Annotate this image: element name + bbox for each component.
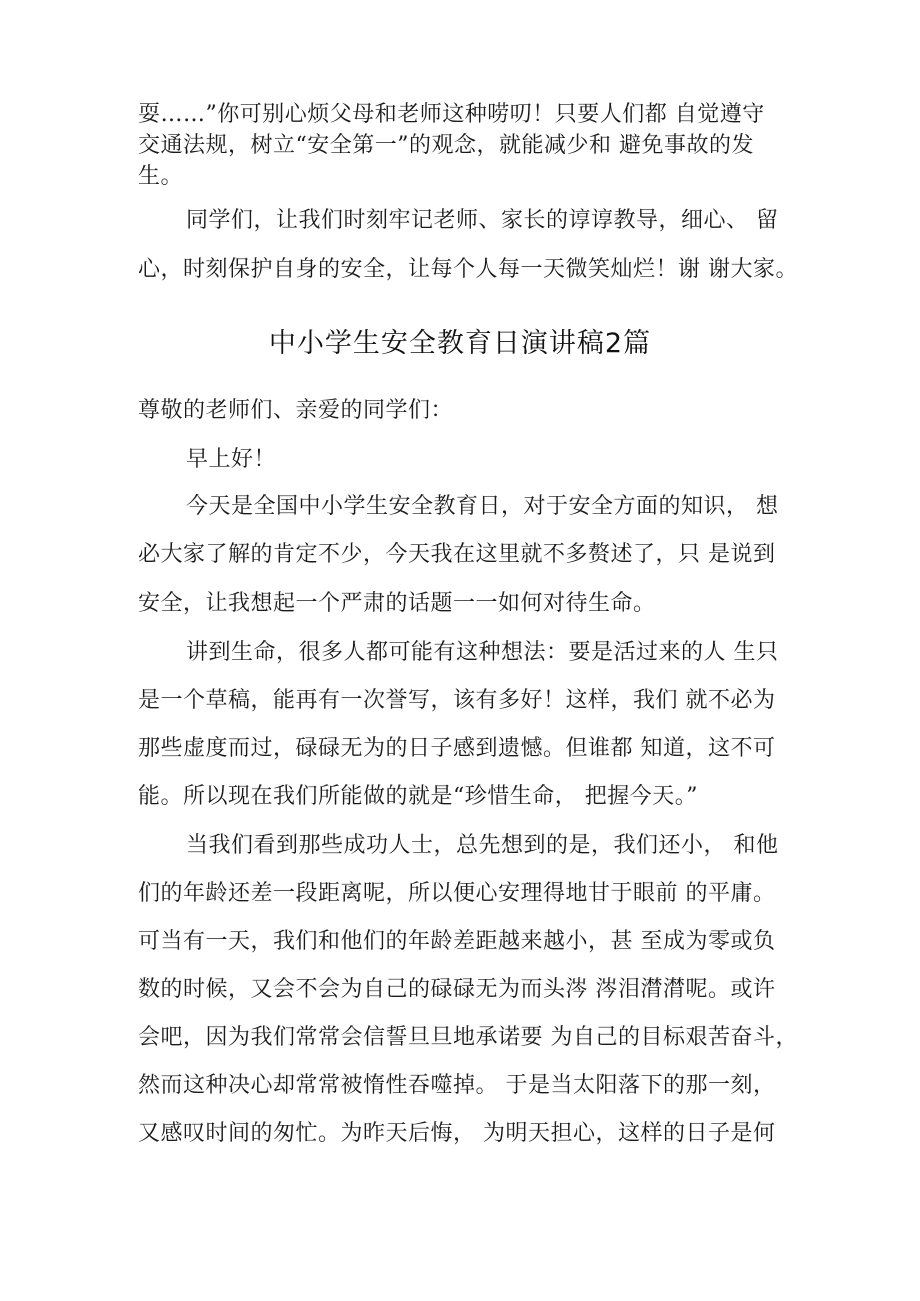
closing-paragraph-line-2: 心，时刻保护自身的安全，让每个人每一天微笑灿烂！谢 谢大家。: [138, 257, 798, 282]
prev-paragraph-line-2: 交通法规，树立“安全第一”的观念，就能减少和 避免事故的发: [138, 133, 754, 158]
section-title: 中小学生安全教育日演讲稿2篇: [268, 328, 652, 359]
greeting: 早上好！: [186, 447, 277, 472]
speech-paragraph-2-line-2: 是一个草稿，能再有一次誉写，该有多好！这样，我们 就不必为: [138, 688, 776, 713]
speech-paragraph-3-line-2: 们的年龄还差一段距离呢，所以便心安理得地甘于眼前 的平庸。: [138, 881, 776, 906]
speech-paragraph-3-line-3: 可当有一天，我们和他们的年龄差距越来越小，甚 至成为零或负: [138, 929, 776, 954]
speech-paragraph-3-line-7: 又感叹时间的匆忙。为昨天后悔， 为明天担心，这样的日子是何: [138, 1121, 776, 1146]
prev-paragraph-line-1: 耍……”你可别心烦父母和老师这种唠叨！只要人们都 自觉遵守: [138, 102, 765, 127]
speech-paragraph-3-line-1: 当我们看到那些成功人士，总先想到的是，我们还小， 和他: [186, 833, 779, 858]
speech-paragraph-1-line-1: 今天是全国中小学生安全教育日，对于安全方面的知识， 想: [186, 494, 779, 519]
speech-paragraph-2-line-3: 那些虚度而过，碌碌无为的日子感到遗憾。但谁都 知道，这不可: [138, 736, 776, 761]
salutation: 尊敬的老师们、亲爱的同学们：: [138, 398, 454, 423]
speech-paragraph-1-line-3: 安全，让我想起一个严肃的话题一一如何对待生命。: [138, 591, 656, 616]
speech-paragraph-2-line-4: 能。所以现在我们所能做的就是“珍惜生命， 把握今天。”: [138, 784, 698, 809]
speech-paragraph-3-line-4: 数的时候，又会不会为自己的碌碌无为而头涔 涔泪潸潸呢。或许: [138, 977, 776, 1002]
speech-paragraph-1-line-2: 必大家了解的肯定不少，今天我在这里就不多赘述了，只 是说到: [138, 542, 776, 567]
prev-paragraph-line-3: 生。: [138, 164, 184, 189]
speech-paragraph-3-line-6: 然而这种决心却常常被惰性吞噬掉。 于是当太阳落下的那一刻，: [138, 1073, 776, 1098]
closing-paragraph-line-1: 同学们，让我们时刻牢记老师、家长的谆谆教导，细心、 留: [186, 208, 779, 233]
speech-paragraph-2-line-1: 讲到生命，很多人都可能有这种想法：要是活过来的人 生只: [186, 640, 779, 665]
speech-paragraph-3-line-5: 会吧，因为我们常常会信誓旦旦地承诺要 为自己的目标艰苦奋斗，: [138, 1025, 798, 1050]
